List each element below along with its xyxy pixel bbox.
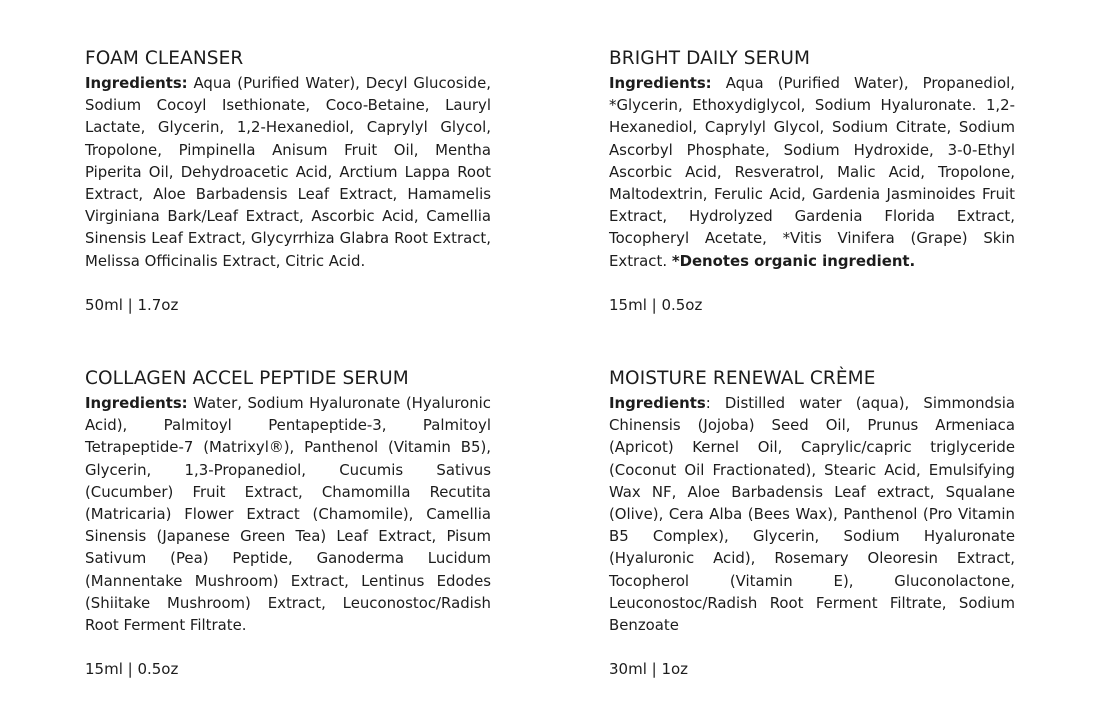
ingredients-list: Aqua (Purified Water), Decyl Glucoside, Sodium Cocoyl Isethionate, Coco-Betaine, Lauryl Lactate, Glycerin, 1,2-Hexanediol, Caprylyl Glycol, Tropolone, Pimpinella Anisum Fruit Oil, Mentha Piperita Oil, Dehydroacetic Acid, Arctium Lappa Root Extract, Aloe Barbadensis Leaf Extract, Hamamelis Virginiana Bark/Leaf Extract, Ascorbic Acid, Camellia Sinensis Leaf Extract, Glycyrrhiza Glabra Root Extract, Melissa Officinalis Extract, Citric Acid.: [85, 74, 491, 270]
product-foam-cleanser: [85, 46, 491, 314]
product-title: FOAM CLEANSER: [85, 48, 244, 69]
ingredients-text: [85, 72, 491, 272]
ingredients-label: Ingredients:: [609, 74, 712, 92]
ingredients-list: Water, Sodium Hyaluronate (Hyaluronic Acid), Palmitoyl Pentapeptide-3, Palmitoyl Tetrapeptide-7 (Matrixyl®), Panthenol (Vitamin B5), Glycerin, 1,3-Propanediol, Cucumis Sativus (Cucumber) Fruit Extract, Chamomilla Recutita (Matricaria) Flower Extract (Chamomile), Camellia Sinensis (Japanese Green Tea) Leaf Extract, Pisum Sativum (Pea) Peptide, Ganoderma Lucidum (Mannentake Mushroom) Extract, Lentinus Edodes (Shiitake Mushroom) Extract, Leuconostoc/Radish Root Ferment Filtrate.: [85, 394, 491, 635]
ingredients-text: [609, 392, 1015, 636]
product-size: 15ml | 0.5oz: [85, 660, 179, 678]
product-size: 30ml | 1oz: [609, 660, 689, 678]
ingredients-text: [609, 72, 1015, 272]
product-size: 15ml | 0.5oz: [609, 296, 703, 314]
product-bright-daily-serum: [609, 46, 1015, 314]
product-title: BRIGHT DAILY SERUM: [609, 48, 811, 69]
product-title: MOISTURE RENEWAL CRÈME: [609, 368, 876, 389]
ingredients-list: : Distilled water (aqua), Simmondsia Chinensis (Jojoba) Seed Oil, Prunus Armeniaca (Apricot) Kernel Oil, Caprylic/capric triglyceride (Coconut Oil Fractionated), Stearic Acid, Emulsifying Wax NF, Aloe Barbadensis Leaf extract, Squalane (Olive), Cera Alba (Bees Wax), Panthenol (Pro Vitamin B5 Complex), Glycerin, Sodium Hyaluronate (Hyaluronic Acid), Rosemary Oleoresin Extract, Tocopherol (Vitamin E), Gluconolactone, Leuconostoc/Radish Root Ferment Filtrate, Sodium Benzoate: [609, 394, 1015, 635]
product-collagen-accel-peptide-serum: [85, 366, 491, 678]
ingredients-text: [85, 392, 491, 636]
ingredients-label: Ingredients:: [85, 74, 188, 92]
ingredients-note: *Denotes organic ingredient.: [671, 251, 916, 270]
ingredients-label: Ingredients: [609, 394, 706, 412]
ingredients-label: Ingredients:: [85, 394, 188, 412]
ingredients-list: Aqua (Purified Water), Propanediol, *Glycerin, Ethoxydiglycol, Sodium Hyaluronate. 1,2-Hexanediol, Caprylyl Glycol, Sodium Citrate, Sodium Ascorbyl Phosphate, Sodium Hydroxide, 3-0-Ethyl Ascorbic Acid, Resveratrol, Malic Acid, Tropolone, Maltodextrin, Ferulic Acid, Gardenia Jasminoides Fruit Extract, Hydrolyzed Gardenia Florida Extract, Tocopheryl Acetate, *Vitis Vinifera (Grape) Skin Extract.: [609, 74, 1015, 270]
product-size: 50ml | 1.7oz: [85, 296, 179, 314]
product-title: COLLAGEN ACCEL PEPTIDE SERUM: [85, 368, 409, 389]
product-moisture-renewal-creme: [609, 366, 1015, 678]
